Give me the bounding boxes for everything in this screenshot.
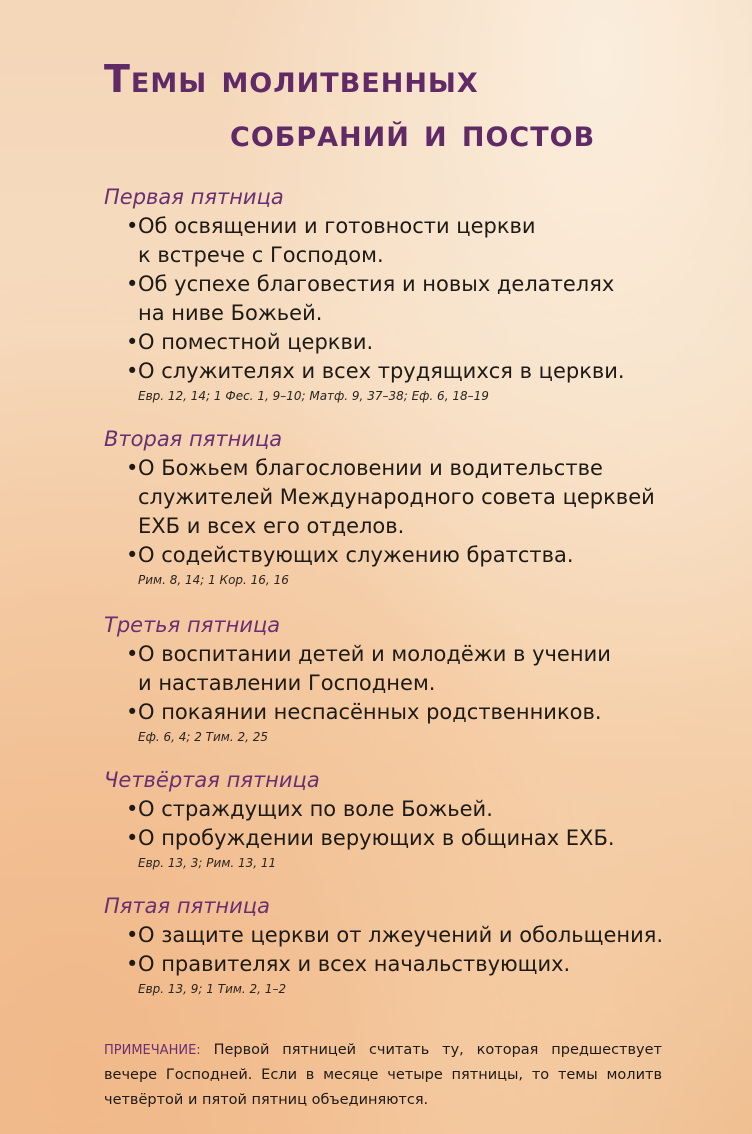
bullet-icon: • (126, 272, 139, 296)
topic-item (104, 640, 704, 698)
scripture-references: Евр. 13, 9; 1 Тим. 2, 1–2 (138, 982, 287, 996)
topic-item (104, 357, 704, 386)
topic-list (104, 795, 704, 853)
bullet-icon: • (126, 952, 139, 976)
scripture-references: Евр. 12, 14; 1 Фес. 1, 9–10; Матф. 9, 37–38; Еф. 6, 18–19 (138, 389, 489, 403)
footnote (104, 1038, 662, 1113)
bullet-icon: • (126, 214, 139, 238)
topic-item (104, 698, 704, 727)
title-line-2: собраний и постов (230, 111, 596, 155)
bullet-icon: • (126, 923, 139, 947)
section-fifth-friday (104, 891, 704, 999)
topic-list (104, 212, 704, 386)
topic-item (104, 921, 704, 950)
topic-line: О воспитании детей и молодёжи в учении (138, 642, 611, 666)
note-text: Первой пятницей считать ту, которая предшествует вечере Господней. Если в месяце четыре пятницы, то темы молитв четвёртой и пятой пятниц объединяются. (104, 1042, 663, 1108)
topic-list (104, 640, 704, 727)
topic-line: на ниве Божьей. (138, 301, 323, 325)
topic-item (104, 212, 704, 270)
topic-line: О содействующих служению братства. (138, 543, 574, 567)
bullet-icon: • (126, 330, 139, 354)
bullet-icon: • (126, 359, 139, 383)
section-heading: Первая пятница (104, 185, 284, 209)
bullet-icon: • (126, 543, 139, 567)
topic-line: О пробуждении верующих в общинах ЕХБ. (138, 826, 615, 850)
section-fourth-friday (104, 765, 704, 873)
topic-line: Об освящении и готовности церкви (138, 214, 536, 238)
topic-item (104, 541, 704, 570)
topic-item (104, 795, 704, 824)
scripture-references: Рим. 8, 14; 1 Кор. 16, 16 (138, 573, 289, 587)
page-title (104, 52, 704, 160)
bullet-icon: • (126, 700, 139, 724)
topic-line: к встрече с Господом. (138, 243, 384, 267)
bullet-icon: • (126, 456, 139, 480)
bullet-icon: • (126, 826, 139, 850)
section-third-friday (104, 610, 704, 747)
section-second-friday (104, 424, 704, 590)
topic-item (104, 270, 704, 328)
topic-list (104, 921, 704, 979)
topic-line: и наставлении Господнем. (138, 671, 436, 695)
section-heading: Четвёртая пятница (104, 768, 320, 792)
topic-line: О защите церкви от лжеучений и обольщения. (138, 923, 664, 947)
scripture-references: Еф. 6, 4; 2 Тим. 2, 25 (138, 730, 269, 744)
topic-line: О покаянии неспасённых родственников. (138, 700, 602, 724)
topic-line: Об успехе благовестия и новых делателях (138, 272, 615, 296)
topic-line: О Божьем благословении и водительстве (138, 456, 603, 480)
topic-line: О правителях и всех начальствующих. (138, 952, 571, 976)
note-label: ПРИМЕЧАНИЕ: (104, 1043, 201, 1058)
topic-line: ЕХБ и всех его отделов. (138, 514, 405, 538)
topic-item (104, 328, 704, 357)
topic-line: О поместной церкви. (138, 330, 374, 354)
topic-item (104, 950, 704, 979)
sections-container (104, 182, 704, 1017)
topic-item (104, 824, 704, 853)
title-line-1: Темы молитвенных (104, 57, 479, 101)
topic-line: служителей Международного совета церквей (138, 485, 655, 509)
section-heading: Пятая пятница (104, 894, 270, 918)
scripture-references: Евр. 13, 3; Рим. 13, 11 (138, 856, 277, 870)
topic-item (104, 454, 704, 541)
bullet-icon: • (126, 797, 139, 821)
topic-list (104, 454, 704, 570)
section-heading: Третья пятница (104, 613, 281, 637)
bullet-icon: • (126, 642, 139, 666)
topic-line: О служителях и всех трудящихся в церкви. (138, 359, 625, 383)
section-first-friday (104, 182, 704, 406)
section-heading: Вторая пятница (104, 427, 283, 451)
topic-line: О страждущих по воле Божьей. (138, 797, 493, 821)
